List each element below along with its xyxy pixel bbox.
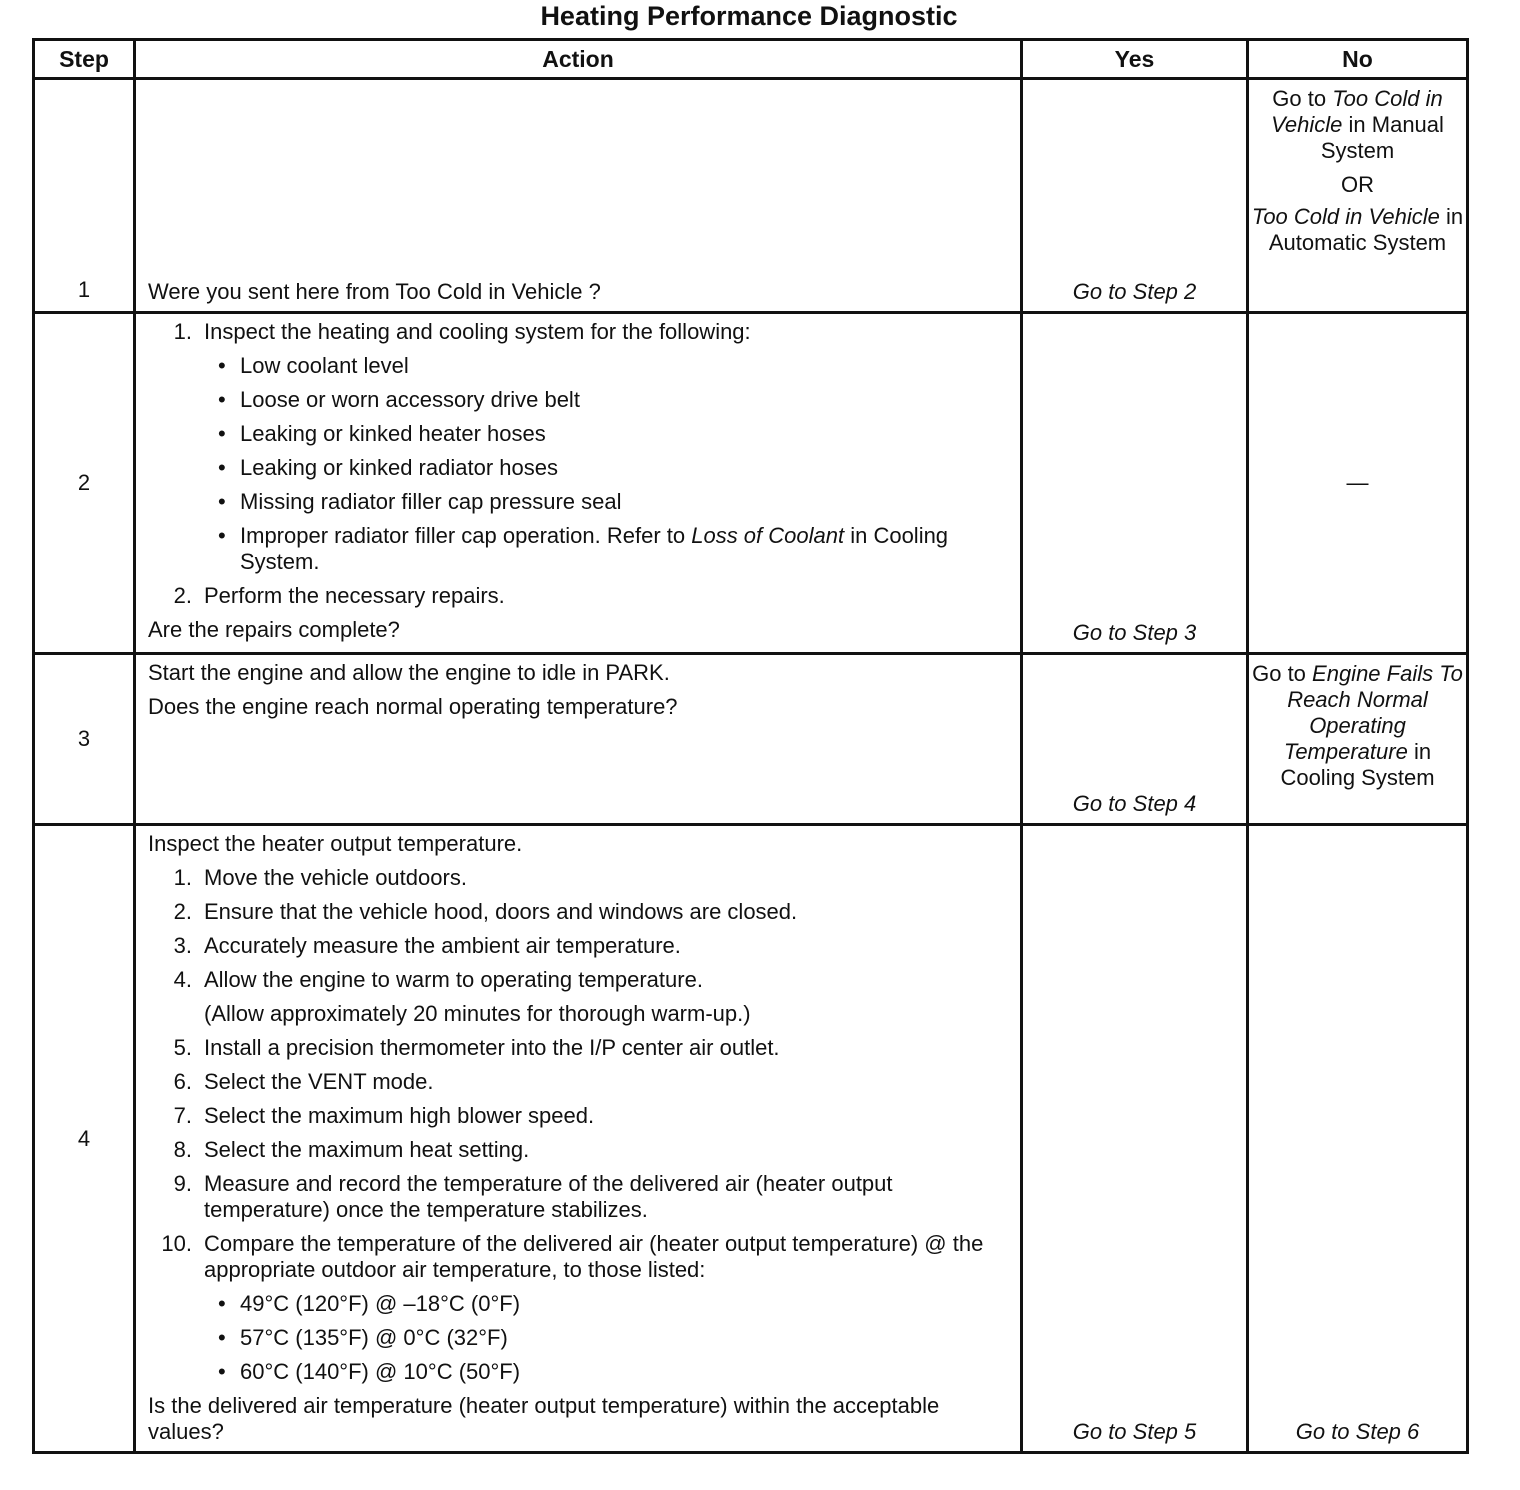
header-yes: Yes xyxy=(1022,40,1248,79)
bullet-item xyxy=(148,421,1014,447)
numbered-step xyxy=(148,1137,1014,1163)
bullet-item xyxy=(148,1291,1014,1317)
no-text-part: in Cooling System xyxy=(1280,739,1435,790)
yes-link: Go to Step 2 xyxy=(1022,79,1248,313)
step-index: 8. xyxy=(173,1137,192,1162)
action-cell xyxy=(135,79,1022,313)
bullet-reference: Loss of Coolant xyxy=(691,523,845,548)
table-row xyxy=(34,825,1468,1453)
bullet-icon: • xyxy=(218,1325,226,1350)
action-question: Were you sent here from Too Cold in Vehicle ? xyxy=(148,279,601,304)
step-text: Move the vehicle outdoors. xyxy=(204,865,467,890)
diagnostic-table xyxy=(32,38,1469,1454)
bullet-item xyxy=(148,1359,1014,1385)
numbered-step xyxy=(148,1069,1014,1095)
numbered-step xyxy=(148,933,1014,959)
numbered-step xyxy=(148,583,1014,609)
step-text: Select the VENT mode. xyxy=(204,1069,434,1094)
step-index: 2. xyxy=(173,899,192,924)
step-text: Install a precision thermometer into the I/P center air outlet. xyxy=(204,1035,780,1060)
yes-link: Go to Step 5 xyxy=(1022,825,1248,1453)
numbered-step xyxy=(148,319,1014,345)
header-step: Step xyxy=(34,40,135,79)
bullet-text: 60°C (140°F) @ 10°C (50°F) xyxy=(240,1359,521,1384)
header-row xyxy=(34,40,1468,79)
bullet-item xyxy=(148,523,1014,575)
step-index: 10. xyxy=(161,1231,192,1256)
bullet-text: Loose or worn accessory drive belt xyxy=(240,387,580,412)
table-row xyxy=(34,654,1468,825)
step-number: 3 xyxy=(34,654,135,825)
yes-link: Go to Step 4 xyxy=(1022,654,1248,825)
action-line: Start the engine and allow the engine to idle in PARK. xyxy=(148,660,670,685)
action-question: Does the engine reach normal operating temperature? xyxy=(148,694,678,719)
step-number: 2 xyxy=(34,313,135,654)
numbered-step-note xyxy=(148,1001,1014,1027)
step-text: Accurately measure the ambient air temperature. xyxy=(204,933,681,958)
header-no: No xyxy=(1248,40,1468,79)
bullet-item xyxy=(148,455,1014,481)
table-row xyxy=(34,313,1468,654)
step-text: Measure and record the temperature of the delivered air (heater output temperature) once the temperature stabilizes. xyxy=(204,1171,893,1222)
step-text: Ensure that the vehicle hood, doors and windows are closed. xyxy=(204,899,798,924)
numbered-step xyxy=(148,967,1014,993)
step-index: 9. xyxy=(173,1171,192,1196)
no-or: OR xyxy=(1341,172,1374,197)
numbered-step xyxy=(148,1035,1014,1061)
step-index: 1. xyxy=(173,319,192,344)
bullet-icon: • xyxy=(218,523,226,548)
no-text-a xyxy=(1249,86,1466,164)
action-question: Is the delivered air temperature (heater output temperature) within the acceptable values? xyxy=(148,1393,940,1444)
no-reference: Too Cold in Vehicle xyxy=(1271,86,1443,137)
bullet-item xyxy=(148,387,1014,413)
bullet-item xyxy=(148,489,1014,515)
bullet-text: Leaking or kinked heater hoses xyxy=(240,421,546,446)
step-index: 6. xyxy=(173,1069,192,1094)
no-text-part: Go to xyxy=(1272,86,1333,111)
bullet-text: 57°C (135°F) @ 0°C (32°F) xyxy=(240,1325,508,1350)
no-cell: — xyxy=(1248,313,1468,654)
bullet-icon: • xyxy=(218,421,226,446)
header-action: Action xyxy=(135,40,1022,79)
page-title: Heating Performance Diagnostic xyxy=(540,1,958,31)
action-cell xyxy=(135,654,1022,825)
numbered-step xyxy=(148,1103,1014,1129)
step-number: 4 xyxy=(34,825,135,1453)
step-index: 5. xyxy=(173,1035,192,1060)
no-cell xyxy=(1248,654,1468,825)
no-text-part: in Automatic System xyxy=(1268,204,1464,255)
bullet-icon: • xyxy=(218,387,226,412)
bullet-item xyxy=(148,353,1014,379)
bullet-icon: • xyxy=(218,1359,226,1384)
action-question: Are the repairs complete? xyxy=(148,617,400,642)
bullet-text: Missing radiator filler cap pressure seal xyxy=(240,489,622,514)
step-index: 1. xyxy=(173,865,192,890)
step-index: 7. xyxy=(173,1103,192,1128)
bullet-icon: • xyxy=(218,489,226,514)
no-text-part: in Manual System xyxy=(1320,112,1444,163)
no-reference: Too Cold in Vehicle xyxy=(1251,204,1440,229)
step-text: Perform the necessary repairs. xyxy=(204,583,505,608)
step-text: Inspect the heating and cooling system for the following: xyxy=(204,319,751,344)
action-cell xyxy=(135,825,1022,1453)
step-text: Compare the temperature of the delivered air (heater output temperature) @ the appropriate outdoor air temperature, to those listed: xyxy=(204,1231,984,1282)
numbered-step xyxy=(148,899,1014,925)
step-text: Select the maximum heat setting. xyxy=(204,1137,530,1162)
bullet-icon: • xyxy=(218,353,226,378)
bullet-item xyxy=(148,1325,1014,1351)
no-reference: Engine Fails To Reach Normal Operating Temperature xyxy=(1283,661,1463,764)
bullet-icon: • xyxy=(218,455,226,480)
no-text-part: Go to xyxy=(1252,661,1313,686)
numbered-step xyxy=(148,1171,1014,1223)
no-link: Go to Step 6 xyxy=(1248,825,1468,1453)
step-text: Allow the engine to warm to operating temperature. xyxy=(204,967,703,992)
step-number: 1 xyxy=(34,79,135,313)
bullet-text: Low coolant level xyxy=(240,353,409,378)
no-text-b xyxy=(1249,204,1466,256)
bullet-icon: • xyxy=(218,1291,226,1316)
action-intro: Inspect the heater output temperature. xyxy=(148,831,523,856)
bullet-text: Improper radiator filler cap operation. Refer to xyxy=(240,523,692,548)
step-index: 3. xyxy=(173,933,192,958)
step-index: 2. xyxy=(173,583,192,608)
bullet-text: in Cooling System. xyxy=(240,523,949,574)
numbered-step xyxy=(148,1231,1014,1283)
table-row xyxy=(34,79,1468,313)
no-cell xyxy=(1248,79,1468,313)
step-text: Select the maximum high blower speed. xyxy=(204,1103,595,1128)
step-index: 4. xyxy=(173,967,192,992)
bullet-text: Leaking or kinked radiator hoses xyxy=(240,455,558,480)
numbered-step xyxy=(148,865,1014,891)
bullet-text: 49°C (120°F) @ –18°C (0°F) xyxy=(240,1291,521,1316)
yes-link: Go to Step 3 xyxy=(1022,313,1248,654)
step-text: (Allow approximately 20 minutes for thorough warm-up.) xyxy=(204,1001,751,1026)
action-cell xyxy=(135,313,1022,654)
no-text xyxy=(1249,661,1466,791)
